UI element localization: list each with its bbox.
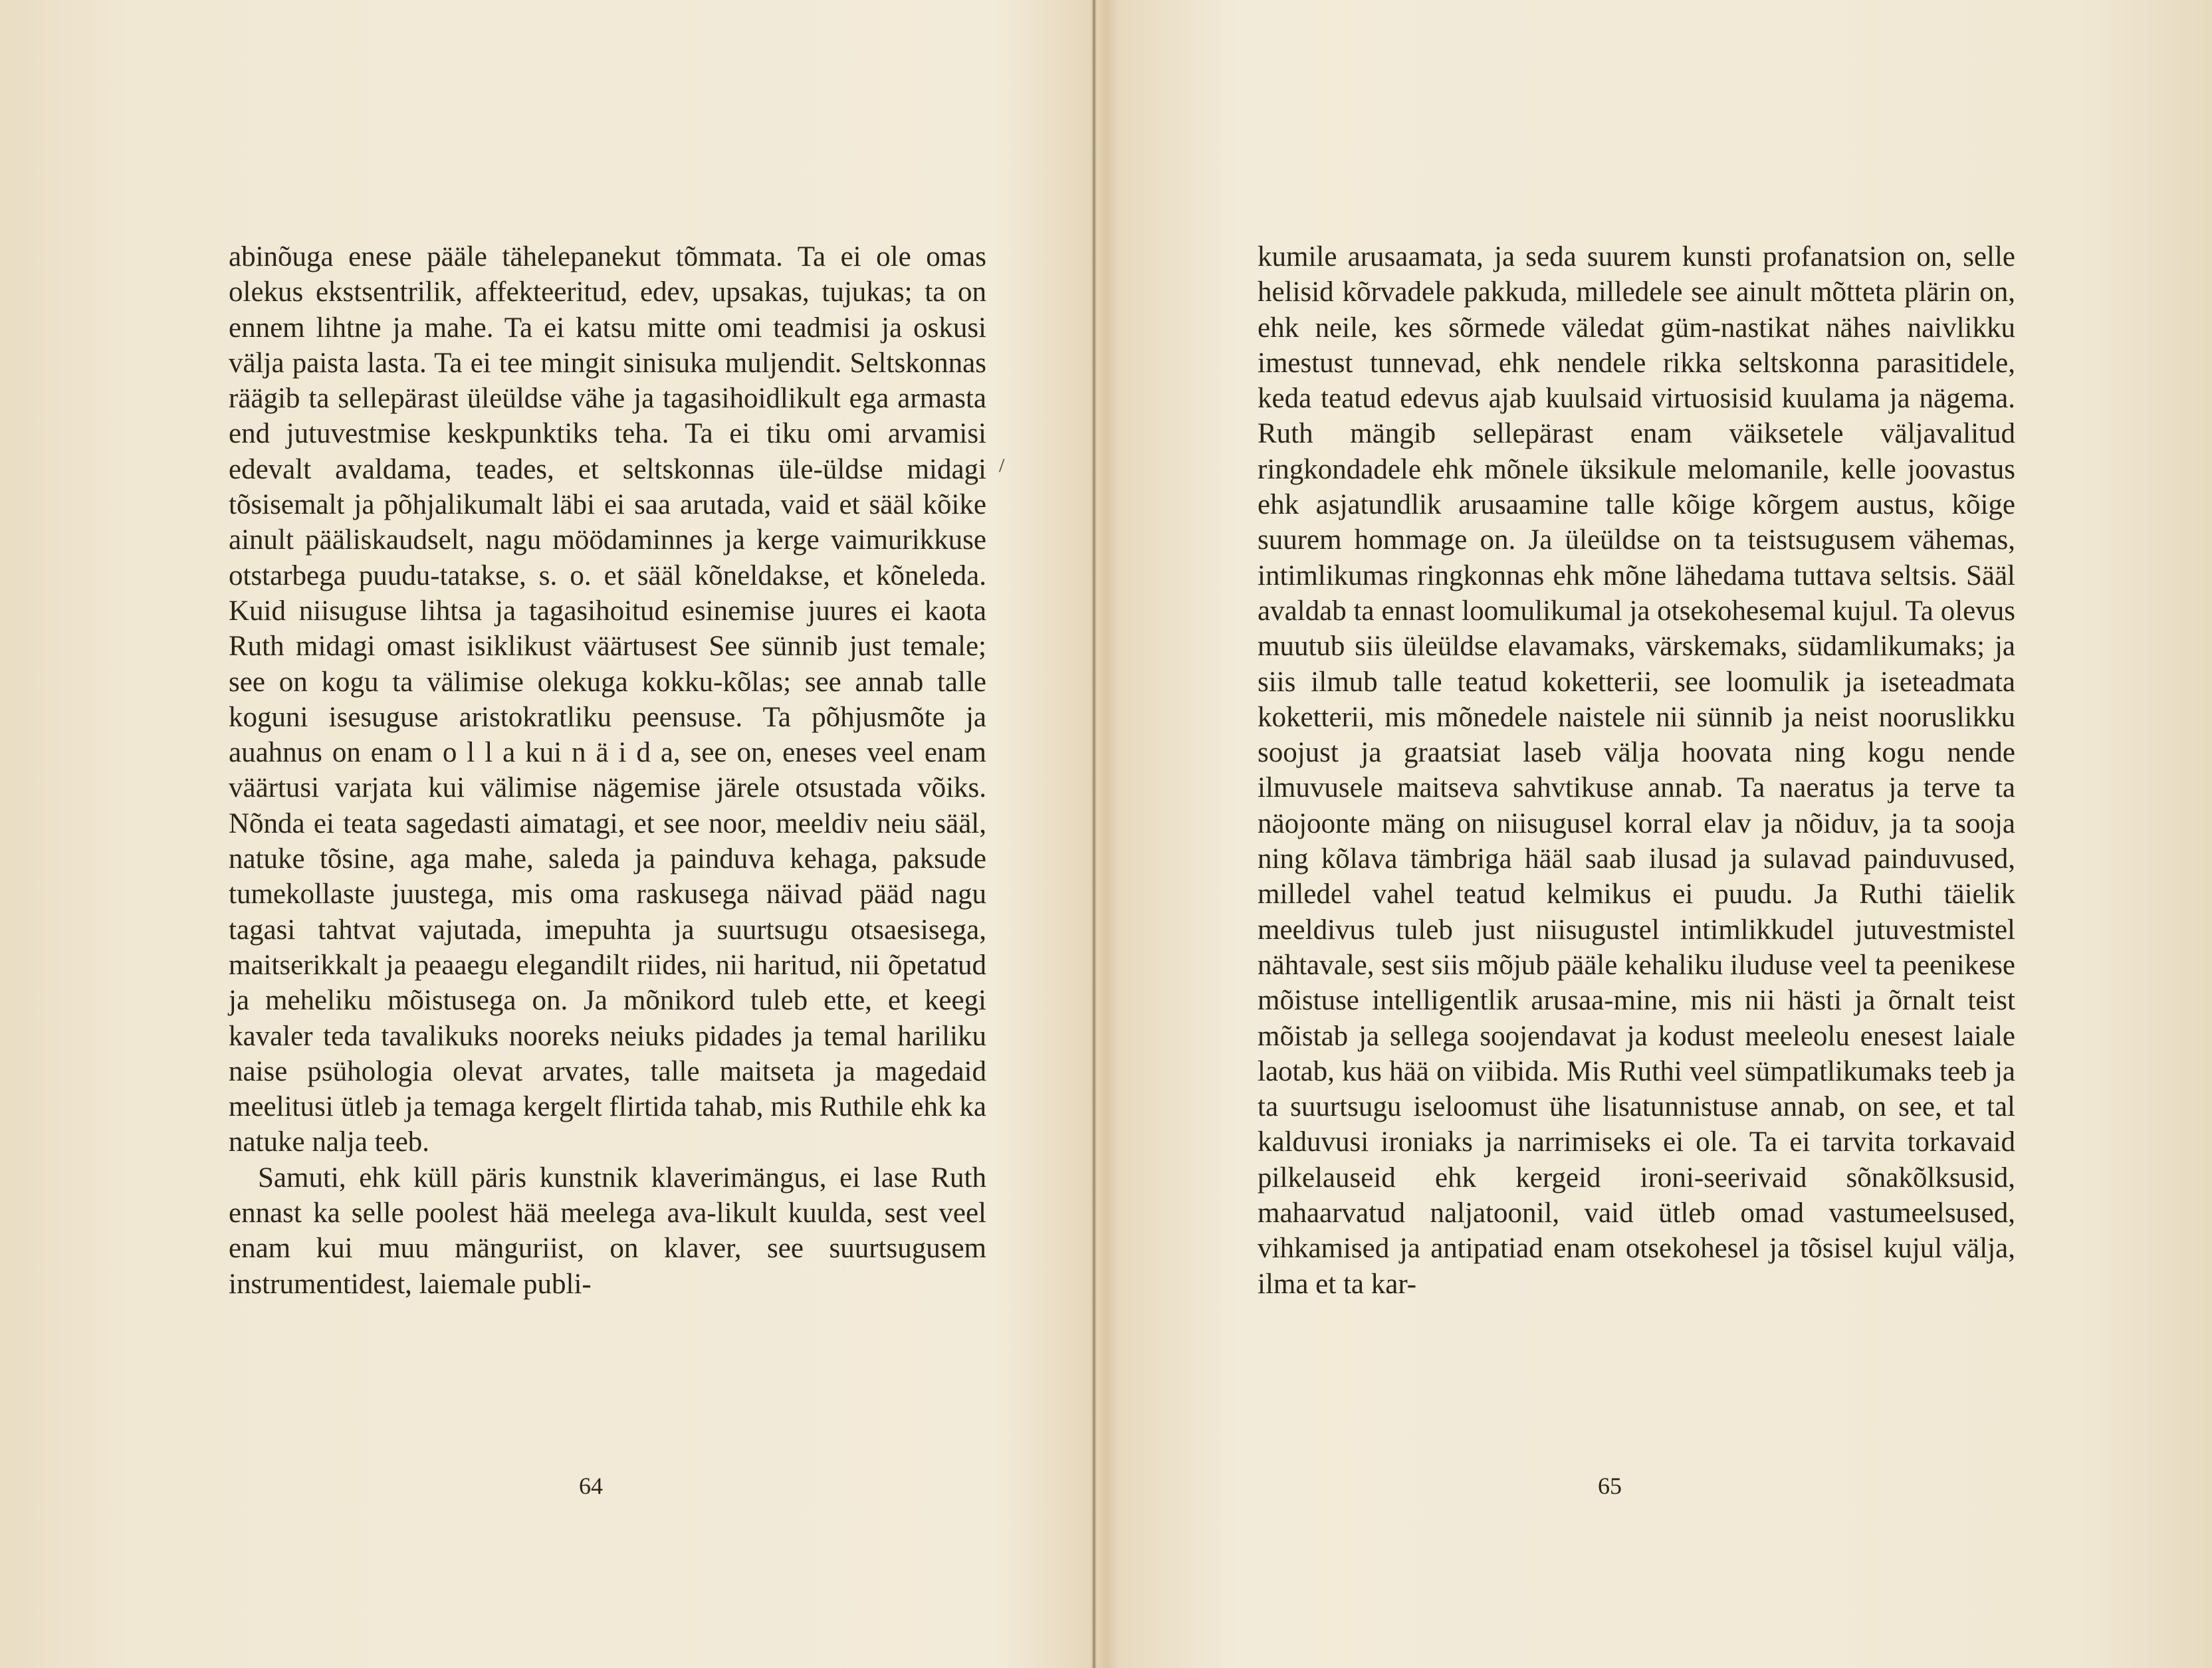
- right-page: [1258, 239, 2015, 1302]
- right-page-text: [1258, 239, 2015, 1302]
- page-number-left: 64: [579, 1473, 603, 1499]
- paragraph: kumile arusaamata, ja seda suurem kunsti profanatsion on, selle helisid kõrvadele pakkuda, milledele see ainult mõtteta plärin on, ehk neile, kes sõrmede väledat güm-nastikat nähes naivlikku imestust tunnevad, ehk nendele rikka seltskonna parasitidele, keda teatud edevus ajab kuulsaid virtuosisid kuulama ja nägema. Ruth mängib sellepärast enam väiksetele väljavalitud ringkondadele ehk mõnele üksikule melomanile, kelle joovastus ehk asjatundlik arusaamine talle kõige kõrgem austus, kõige suurem hommage on. Ja üleüldse on ta teistsugusem vähemas, intimlikumas ringkonnas ehk mõne lähedama tuttava seltsis. Sääl avaldab ta ennast loomulikumal ja otsekohesemal kujul. Ta olevus muutub siis üleüldse elavamaks, värskemaks, südamlikumaks; ja siis ilmub talle teatud koketterii, see loomulik ja iseteadmata koketterii, mis mõnedele naistele nii sünnib ja neist nooruslikku soojust ja graatsiat laseb välja hoovata ning kogu nende ilmuvusele maitseva sahvtikuse annab. Ta naeratus ja terve ta näojoonte mäng on niisugusel korral elav ja nõiduv, ja ta sooja ning kõlava tämbriga hääl saab ilusad ja sulavad painduvused, milledel vahel teatud kelmikus ei puudu. Ja Ruthi täielik meeldivus tuleb just niisugustel intimlikkudel jutuvestmistel nähtavale, sest siis mõjub pääle kehaliku iluduse veel ta peenikese mõistuse intelligentlik arusaa-mine, mis nii hästi ja õrnalt teist mõistab ja sellega soojendavat ja kodust meeleolu enesest laiale laotab, kus hää on viibida. Mis Ruthi veel sümpatlikumaks teeb ja ta suurtsugu iseloomust ühe lisatunnistuse annab, on see, et tal kalduvusi ironiaks ja narrimiseks ei ole. Ta ei tarvita torkavaid pilkelauseid ehk kergeid ironi-seerivaid sõnakõlksusid, mahaarvatud naljatoonil, vaid ütleb omad vastumeelsused, vihkamised ja antipatiad enam otsekohesel ja tõsisel kujul välja, ilma et ta kar-: [1258, 241, 2015, 1300]
- page-number-right: 65: [1598, 1473, 1622, 1499]
- book-gutter: [1091, 0, 1097, 1668]
- left-page-text: [229, 239, 986, 1302]
- margin-mark: /: [999, 455, 1005, 476]
- paragraph: Samuti, ehk küll päris kunstnik klaverimängus, ei lase Ruth ennast ka selle poolest hää meelega ava-likult kuulda, sest veel enam kui muu mänguriist, on klaver, see suurtsugusem instrumentidest, laiemale publi-: [229, 1162, 986, 1300]
- left-page: [229, 239, 986, 1302]
- paragraph: abinõuga enese pääle tähelepanekut tõmmata. Ta ei ole omas olekus ekstsentrilik, affekteeritud, edev, upsakas, tujukas; ta on ennem lihtne ja mahe. Ta ei katsu mitte omi teadmisi ja oskusi välja paista lasta. Ta ei tee mingit sinisuka muljendit. Seltskonnas räägib ta sellepärast üleüldse vähe ja tagasihoidlikult ega armasta end jutuvestmise keskpunktiks teha. Ta ei tiku omi arvamisi edevalt avaldama, teades, et seltskonnas üle-üldse midagi tõsisemalt ja põhjalikumalt läbi ei saa arutada, vaid et sääl kõike ainult pääliskaudselt, nagu möödaminnes ja kerge vaimurikkuse otstarbega puudu-tatakse, s. o. et sääl kõneldakse, et kõneleda. Kuid niisuguse lihtsa ja tagasihoitud esinemise juures ei kaota Ruth midagi omast isiklikust väärtusest See sünnib just temale; see on kogu ta välimise olekuga kokku-kõlas; see annab talle koguni isesuguse aristokratliku peensuse. Ta põhjusmõte ja auahnus on enam o l l a kui n ä i d a, see on, eneses veel enam väärtusi varjata kui välimise nägemise järele otsustada võiks. Nõnda ei teata sagedasti aimatagi, et see noor, meeldiv neiu sääl, natuke tõsine, aga mahe, saleda ja painduva kehaga, paksude tumekollaste juustega, mis oma raskusega näivad pääd nagu tagasi tahtvat vajutada, imepuhta ja suurtsugu otsaesisega, maitserikkalt ja peaaegu elegandilt riides, nii haritud, nii õpetatud ja meheliku mõistusega on. Ja mõnikord tuleb ette, et keegi kavaler teda tavalikuks nooreks neiuks pidades ja temal hariliku naise psühologia olevat arvates, talle maitseta ja magedaid meelitusi ütleb ja temaga kergelt flirtida tahab, mis Ruthile ehk ka natuke nalja teeb.: [229, 241, 986, 1158]
